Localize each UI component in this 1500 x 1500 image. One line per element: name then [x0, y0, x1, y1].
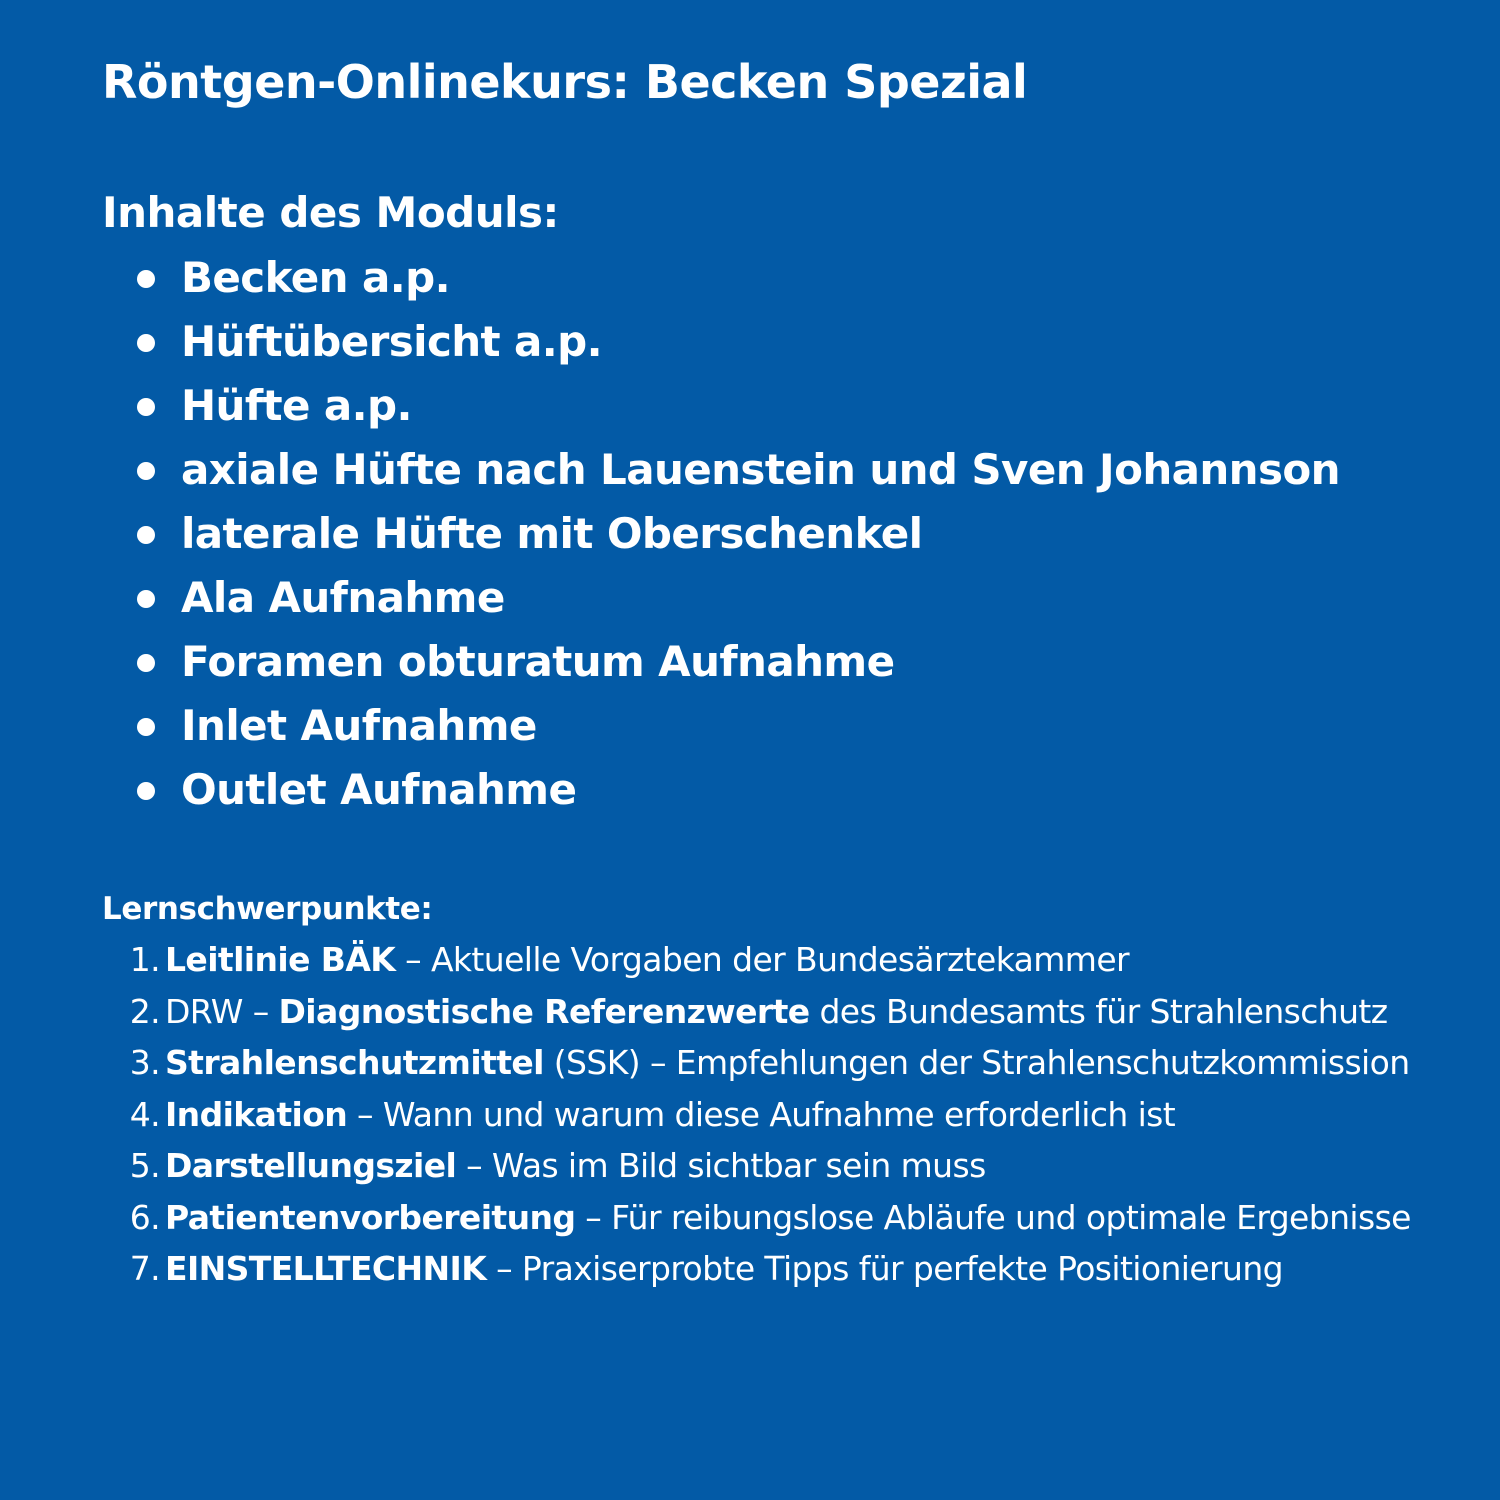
bullet-icon — [137, 718, 155, 736]
bullet-icon — [137, 654, 155, 672]
focus-text — [165, 1192, 1415, 1244]
bullet-icon — [137, 590, 155, 608]
bullet-icon — [137, 526, 155, 544]
focus-number: 1. — [129, 940, 160, 979]
focus-prefix: DRW – — [165, 991, 279, 1031]
focus-description: – Für reibungslose Abläufe und optimale Ergebnisse — [575, 1197, 1411, 1237]
bullet-icon — [137, 782, 155, 800]
focus-term: Diagnostische Referenzwerte — [278, 991, 810, 1031]
focus-term: EINSTELLTECHNIK — [165, 1249, 487, 1288]
focus-term: Patientenvorbereitung — [165, 1197, 576, 1237]
focus-list — [0, 934, 1415, 1295]
focus-item — [0, 1037, 1415, 1089]
focus-item — [0, 1192, 1415, 1244]
focus-text — [165, 1140, 1415, 1192]
focus-number: 4. — [129, 1094, 160, 1134]
focus-number: 2. — [129, 991, 160, 1031]
bullet-icon — [137, 398, 155, 416]
focus-heading: Lernschwerpunkte: — [102, 891, 433, 927]
module-label: laterale Hüfte mit Oberschenkel — [181, 509, 923, 558]
focus-item — [0, 1089, 1415, 1141]
focus-item — [0, 986, 1415, 1038]
focus-text — [165, 934, 1415, 986]
focus-description: – Aktuelle Vorgaben der Bundesärztekammer — [395, 940, 1130, 979]
focus-number: 3. — [129, 1043, 160, 1082]
bullet-icon — [137, 270, 155, 288]
focus-number: 7. — [129, 1249, 160, 1288]
module-label: Ala Aufnahme — [181, 573, 505, 622]
focus-number: 6. — [129, 1197, 160, 1237]
module-label: axiale Hüfte nach Lauenstein und Sven Johannson — [181, 445, 1340, 494]
module-label: Inlet Aufnahme — [181, 701, 537, 750]
focus-text — [165, 1089, 1415, 1141]
modules-heading: Inhalte des Moduls: — [102, 188, 559, 237]
focus-description: – Praxiserprobte Tipps für perfekte Positionierung — [486, 1249, 1283, 1288]
focus-text — [165, 986, 1415, 1038]
focus-description: – Wann und warum diese Aufnahme erforderlich ist — [347, 1094, 1176, 1134]
focus-term: Leitlinie BÄK — [165, 940, 396, 979]
module-label: Becken a.p. — [181, 253, 450, 302]
focus-text — [165, 1037, 1415, 1089]
focus-item — [0, 1140, 1415, 1192]
focus-description: (SSK) – Empfehlungen der Strahlenschutzkommission — [543, 1043, 1410, 1082]
bullet-icon — [137, 334, 155, 352]
page-title: Röntgen-Onlinekurs: Becken Spezial — [102, 55, 1028, 109]
focus-description: des Bundesamts für Strahlenschutz — [809, 991, 1388, 1031]
module-label: Outlet Aufnahme — [181, 765, 577, 814]
focus-item — [0, 1243, 1415, 1295]
focus-term: Strahlenschutzmittel — [165, 1043, 544, 1082]
module-label: Hüfte a.p. — [181, 381, 412, 430]
focus-item — [0, 934, 1415, 986]
focus-term: Indikation — [165, 1094, 348, 1134]
focus-number: 5. — [129, 1146, 160, 1185]
focus-term: Darstellungsziel — [165, 1146, 457, 1185]
module-label: Hüftübersicht a.p. — [181, 317, 602, 366]
focus-text — [165, 1243, 1415, 1295]
bullet-icon — [137, 462, 155, 480]
module-label: Foramen obturatum Aufnahme — [181, 637, 895, 686]
focus-description: – Was im Bild sichtbar sein muss — [456, 1146, 986, 1185]
